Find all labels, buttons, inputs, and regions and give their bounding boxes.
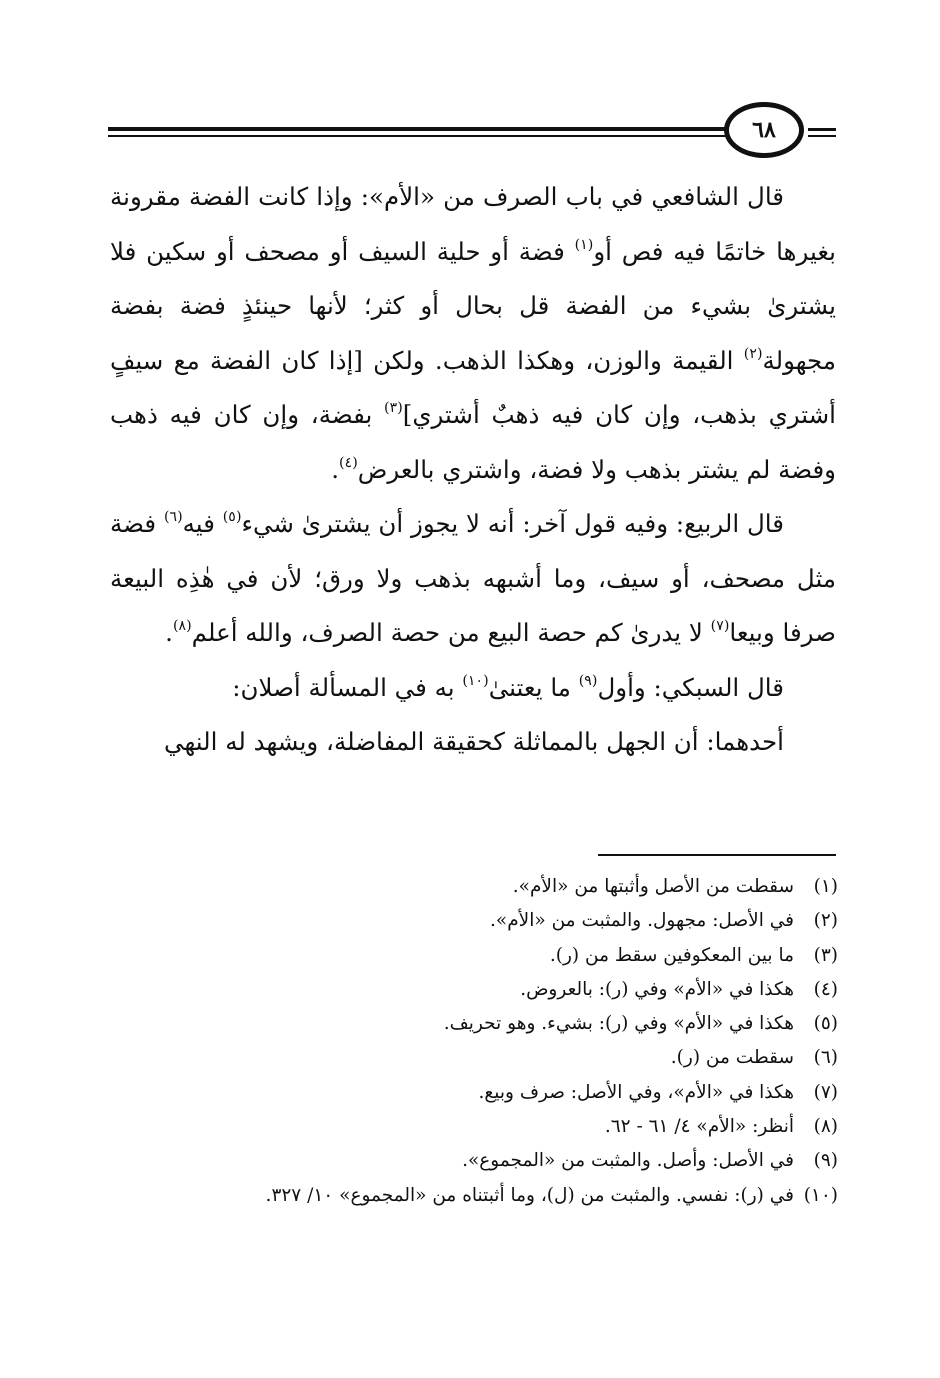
footnote-3	[110, 939, 838, 973]
footnote-marker: (٢)	[743, 345, 763, 362]
footnote-number: (٧)	[813, 1081, 838, 1103]
text-run: .	[331, 454, 340, 484]
footnote-text: سقطت من الأصل وأثبتها من «الأم».	[512, 876, 794, 897]
footnote-separator	[598, 854, 836, 856]
page-header	[108, 100, 836, 162]
footnote-marker: (٦)	[163, 509, 183, 526]
text-run: قال السبكي: وأول	[597, 672, 784, 702]
text-run: قال الشافعي في باب الصرف من «الأم»: وإذا كانت الفضة مقرونة بغيرها خاتمًا فيه فص أو	[110, 182, 837, 266]
paragraph-shafii	[110, 170, 836, 497]
footnote-9	[110, 1144, 838, 1178]
footnote-number: (١)	[813, 876, 838, 897]
text-run: به في المسألة أصلان:	[232, 672, 463, 702]
footnote-7	[110, 1076, 838, 1110]
text-run: القيمة والوزن، وهكذا الذهب. ولكن [إذا كان الفضة مع سيفٍ أشتري بذهب، وإن كان فيه ذهبٌ أشتري]	[110, 345, 836, 429]
footnote-text: في الأصل: مجهول. والمثبت من «الأم».	[490, 910, 794, 932]
footnote-text: أنظر: «الأم» ٤/ ٦١ - ٦٢.	[604, 1116, 794, 1138]
text-run: قال الربيع: وفيه قول آخر: أنه لا يجوز أن يشترىٰ شيء	[241, 509, 784, 538]
footnote-2	[110, 904, 838, 938]
footnote-text: في (ر): نفسي. والمثبت من (ل)، وما أثبتناه من «المجموع» ١٠/ ٣٢٧.	[265, 1184, 794, 1206]
footnote-text: هكذا في «الأم» وفي (ر): بالعروض.	[520, 978, 794, 1000]
footnote-number: (٩)	[813, 1150, 838, 1172]
text-run: .	[165, 618, 173, 647]
footnote-1	[110, 870, 838, 904]
page-number: ٦٨	[724, 102, 804, 158]
footnote-number: (٢)	[813, 910, 838, 932]
footnote-number: (٣)	[813, 944, 838, 966]
footnote-text: هكذا في «الأم» وفي (ر): بشيء. وهو تحريف.	[443, 1013, 794, 1035]
footnote-text: ما بين المعكوفين سقط من (ر).	[549, 944, 794, 966]
header-rule-right-thin	[808, 135, 836, 137]
footnote-4	[110, 973, 838, 1007]
paragraph-subki	[110, 661, 836, 716]
footnote-marker: (٧)	[710, 618, 730, 635]
footnote-marker: (١)	[574, 236, 594, 253]
text-run: فيه	[182, 509, 223, 538]
main-text	[110, 170, 836, 820]
text-run: ما يعتنىٰ	[488, 672, 579, 702]
footnote-number: (٤)	[813, 978, 838, 1000]
footnote-marker: (٥)	[222, 509, 242, 526]
paragraph-first-principle	[110, 715, 836, 770]
footnote-text: في الأصل: وأصل. والمثبت من «المجموع».	[462, 1150, 794, 1172]
header-rule-thick	[108, 127, 728, 131]
footnotes	[110, 870, 838, 1310]
text-run: فضة أو حلية السيف أو مصحف أو سكين فلا يشترىٰ بشيء من الفضة قل بحال أو كثر؛ لأنها حينئذٍ فضة بفضة مجهولة	[110, 236, 836, 375]
footnote-marker: (٤)	[339, 454, 358, 471]
header-rule-thin	[108, 135, 728, 137]
footnote-number: (٨)	[813, 1116, 838, 1138]
footnote-number: (٦)	[813, 1047, 838, 1069]
footnote-number: (١٠)	[803, 1184, 838, 1206]
footnote-marker: (٩)	[578, 672, 598, 689]
footnote-8	[110, 1110, 838, 1144]
paragraph-rabi	[110, 497, 836, 661]
footnote-text: سقطت من (ر).	[670, 1047, 794, 1069]
text-run: بفضة، وإن كان فيه ذهب وفضة لم يشتر بذهب ولا فضة، واشتري بالعرض	[110, 400, 836, 484]
footnote-10	[110, 1179, 838, 1213]
footnote-text: هكذا في «الأم»، وفي الأصل: صرف وبيع.	[478, 1081, 794, 1103]
footnote-5	[110, 1007, 838, 1041]
text-run: لا يدرىٰ كم حصة البيع من حصة الصرف، والله أعلم	[191, 618, 711, 647]
footnote-marker: (٨)	[172, 618, 192, 635]
text-run: فضة مثل مصحف، أو سيف، وما أشبهه بذهب ولا ورق؛ لأن في هٰذِه البيعة صرفا وبيعا	[110, 509, 836, 647]
footnote-6	[110, 1041, 838, 1075]
text-run: أحدهما: أن الجهل بالمماثلة كحقيقة المفاضلة، ويشهد له النهي	[164, 727, 784, 756]
footnote-number: (٥)	[813, 1013, 838, 1035]
footnote-marker: (٣)	[384, 400, 403, 417]
header-rule-right-thick	[808, 128, 836, 131]
footnote-marker: (١٠)	[462, 672, 489, 689]
